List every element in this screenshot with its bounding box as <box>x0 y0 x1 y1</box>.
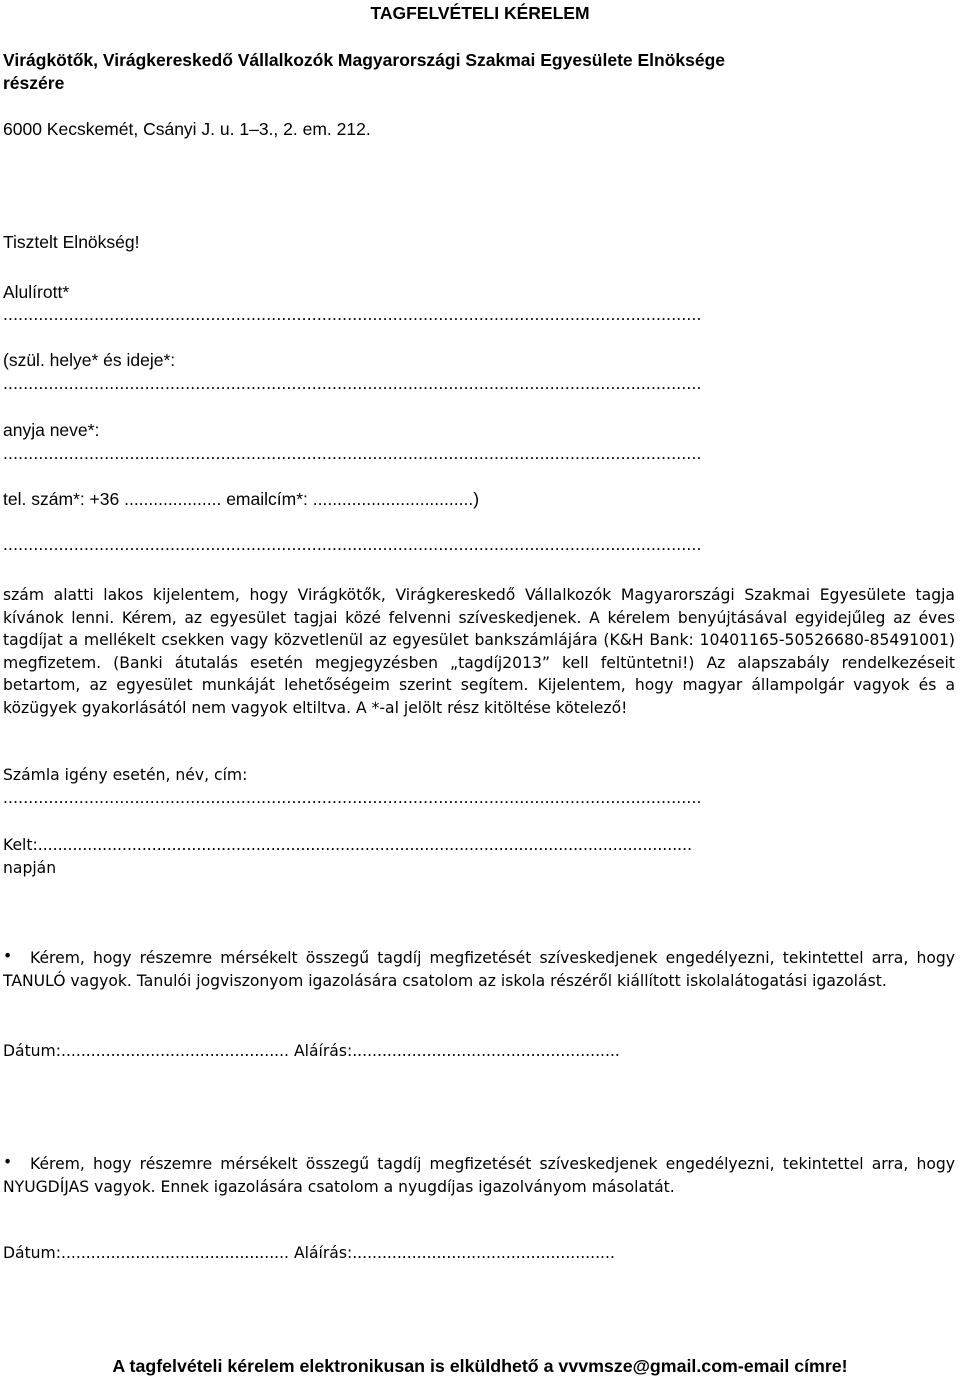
birth-fill-line[interactable]: .......................................................................................................................................... <box>3 373 702 393</box>
kelt-line[interactable]: Kelt:.................................................................................................................................... <box>3 836 693 854</box>
mother-name-fill-line[interactable]: .......................................................................................................................................... <box>3 443 702 463</box>
salutation: Tisztelt Elnökség! <box>3 232 140 252</box>
name-label: Alulírott* <box>3 282 70 302</box>
pensioner-request <box>3 1153 955 1198</box>
kelt-napjan: napján <box>3 859 57 877</box>
student-request <box>3 947 955 992</box>
bullet-icon: • <box>3 1153 13 1171</box>
address-fill-line[interactable]: .......................................................................................................................................... <box>3 534 702 554</box>
name-fill-line[interactable]: .......................................................................................................................................... <box>3 304 702 324</box>
phone-email-line[interactable]: tel. szám*: +36 .................... emailcím*: .................................) <box>3 489 480 509</box>
addressee-address: 6000 Kecskemét, Csányi J. u. 1–3., 2. em. 212. <box>3 119 371 139</box>
page-title: TAGFELVÉTELI KÉRELEM <box>370 3 590 23</box>
birth-label: (szül. helye* és ideje*: <box>3 350 176 370</box>
footer-note: A tagfelvételi kérelem elektronikusan is elküldhető a vvvmsze@gmail.com-email címre! <box>112 1356 848 1376</box>
bullet-icon: • <box>3 947 13 965</box>
student-request-text: Kérem, hogy részemre mérsékelt összegű tagdíj megfizetését szíveskedjenek engedélyezni, tekintettel arra, hogy TANULÓ vagyok. Tanulói jogviszonyom igazolására csatolom az iskola részéről kiállított iskolalátogatási igazolást. <box>3 949 955 990</box>
addressee-line-2: részére <box>3 73 65 93</box>
pensioner-sign-line[interactable]: Dátum:.............................................. Aláírás:..................................................... <box>3 1244 615 1262</box>
declaration-paragraph: szám alatti lakos kijelentem, hogy Virágkötők, Virágkereskedő Vállalkozók Magyarországi Szakmai Egyesülete tagja kívánok lenni. Kérem, az egyesület tagjai közé felvenni szíveskedjenek. A kérelem benyújtásával egyidejűleg az éves tagdíjat a mellékelt csekken vagy közvetlenül az egyesület bankszámlájára (K&H Bank: 10401165-50526680-85491001) megfizetem. (Banki átutalás esetén megjegyzésben „tagdíj2013” kell feltüntetni!) Az alapszabály rendelkezéseit betartom, az egyesület munkáját lehetőségeim szerint segítem. Kijelentem, hogy magyar állampolgár vagyok és a közügyek gyakorlásától nem vagyok eltiltva. A *-al jelölt rész kitöltése kötelező! <box>3 586 955 717</box>
addressee-line-1: Virágkötők, Virágkereskedő Vállalkozók Magyarországi Szakmai Egyesülete Elnöksége <box>3 50 726 70</box>
invoice-fill-line[interactable]: .......................................................................................................................................... <box>3 787 702 807</box>
student-sign-line[interactable]: Dátum:.............................................. Aláírás:...................................................... <box>3 1042 620 1060</box>
invoice-label: Számla igény esetén, név, cím: <box>3 766 248 784</box>
mother-name-label: anyja neve*: <box>3 420 100 440</box>
pensioner-request-text: Kérem, hogy részemre mérsékelt összegű tagdíj megfizetését szíveskedjenek engedélyezni, tekintettel arra, hogy NYUGDÍJAS vagyok. Ennek igazolására csatolom a nyugdíjas igazolványom másolatát. <box>3 1155 955 1196</box>
